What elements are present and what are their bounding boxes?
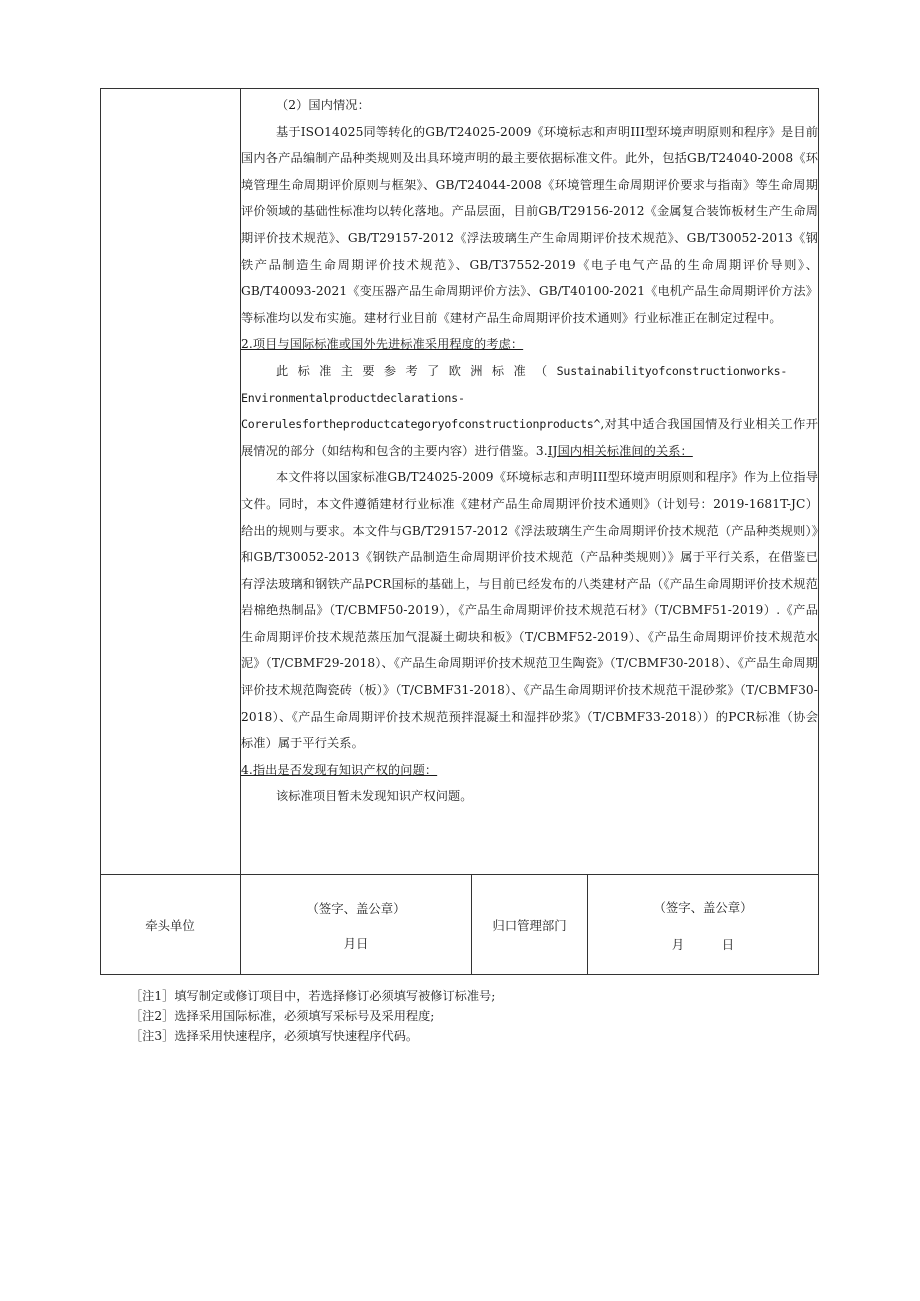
adoption-rest: ,对其中适合我国国情及行业相关工作开展情况的部分（如结构和包含的主要内容）进行借鉴。3. xyxy=(241,417,818,458)
content-cell xyxy=(241,92,818,810)
adoption-line2 xyxy=(241,385,818,412)
adoption-line1 xyxy=(241,358,818,385)
footnote-2: ［注2］选择采用国际标准，必须填写采标号及采用程度; xyxy=(130,1009,435,1023)
table-divider-signature xyxy=(100,874,819,875)
adoption-heading-text: 2.项目与国际标准或国外先进标准采用程度的考虑： xyxy=(241,337,524,352)
ip-heading-text: 4.指出是否发现有知识产权的问题： xyxy=(241,762,438,777)
lead-date: 月日 xyxy=(343,936,369,951)
domestic-heading: （2）国内情况： xyxy=(276,98,370,112)
adoption-intro: 此标准主要参考了欧洲标准（ xyxy=(276,363,557,378)
mgmt-sign-note: （签字、盖公章） xyxy=(653,900,753,915)
ip-heading xyxy=(241,757,818,784)
table-divider-mid2 xyxy=(587,874,588,975)
mgmt-dept-label: 归口管理部门 xyxy=(492,918,567,933)
adoption-title-part2: Environmentalproductdeclarations- xyxy=(241,390,465,405)
mgmt-month: 月 xyxy=(671,937,685,952)
mgmt-day: 日 xyxy=(721,937,735,952)
footnote-3: ［注3］选择采用快速程序，必须填写快速程序代码。 xyxy=(130,1029,419,1043)
ip-body: 该标准项目暂未发现知识产权问题。 xyxy=(276,789,473,804)
footnotes xyxy=(130,986,495,1046)
domestic-body: 基于ISO14025同等转化的GB/T24025-2009《环境标志和声明III型环境声明原则和程序》是目前国内各产品编制产品种类规则及出具环境声明的最主要依据标准文件。此外，包括GB/T24040-2008《环境管理生命周期评价原则与框架》、GB/T24044-2008《环境管理生命周期评价要求与指南》等生命周期评价领域的基础性标准均以转化落地。产品层面，目前GB/T29156-2012《金属复合装饰板材生产生命周期评价技术规范》、GB/T29157-2012《浮法玻璃生产生命周期评价技术规范》、GB/T30052-2013《钢铁产品制造生命周期评价技术规范》、GB/T37552-2019《电子电气产品的生命周期评价导则》、GB/T40093-2021《变压器产品生命周期评价方法》、GB/T40100-2021《电机产品生命周期评价方法》等标准均以发布实施。建材行业目前《建材产品生命周期评价技术通则》行业标准正在制定过程中。 xyxy=(241,124,818,325)
lead-unit-label: 牵头单位 xyxy=(145,918,195,933)
relation-body: 本文件将以国家标准GB/T24025-2009《环境标志和声明III型环境声明原则和程序》作为上位指导文件。同时，本文件遵循建材行业标准《建材产品生命周期评价技术通则》（计划号：2019-1681T-JC）给出的规则与要求。本文件与GB/T29157-2012《浮法玻璃生产生命周期评价技术规范（产品种类规则）》和GB/T30052-2013《钢铁产品制造生命周期评价技术规范（产品种类规则）》属于平行关系，在借鉴已有浮法玻璃和钢铁产品PCR国标的基础上，与目前已经发布的八类建材产品（《产品生命周期评价技术规范岩棉绝热制品》（T/CBMF50-2019），《产品生命周期评价技术规范石材》（T/CBMF51-2019）.《产品生命周期评价技术规范蒸压加气混凝土砌块和板》（T/CBMF52-2019）、《产品生命周期评价技术规范水泥》（T/CBMF29-2018）、《产品生命周期评价技术规范卫生陶瓷》（T/CBMF30-2018）、《产品生命周期评价技术规范陶瓷砖（板）》（T/CBMF31-2018）、《产品生命周期评价技术规范干混砂浆》（T/CBMF30-2018）、《产品生命周期评价技术规范预拌混凝土和湿拌砂浆》（T/CBMF33-2018））的PCR标准（协会标准）属于平行关系。 xyxy=(241,470,818,751)
lead-sign-note: （签字、盖公章） xyxy=(306,901,406,916)
adoption-title-part3: Corerulesfortheproductcategoryofconstructionproducts^ xyxy=(241,417,601,432)
adoption-heading xyxy=(241,331,818,358)
relation-heading: IJ国内相关标准间的关系： xyxy=(547,443,693,458)
footnote-1: ［注1］填写制定或修订项目中，若选择修订必须填写被修订标准号; xyxy=(130,989,496,1003)
adoption-line3 xyxy=(241,411,818,464)
adoption-title-part1: Sustainabilityofconstructionworks- xyxy=(556,363,788,378)
